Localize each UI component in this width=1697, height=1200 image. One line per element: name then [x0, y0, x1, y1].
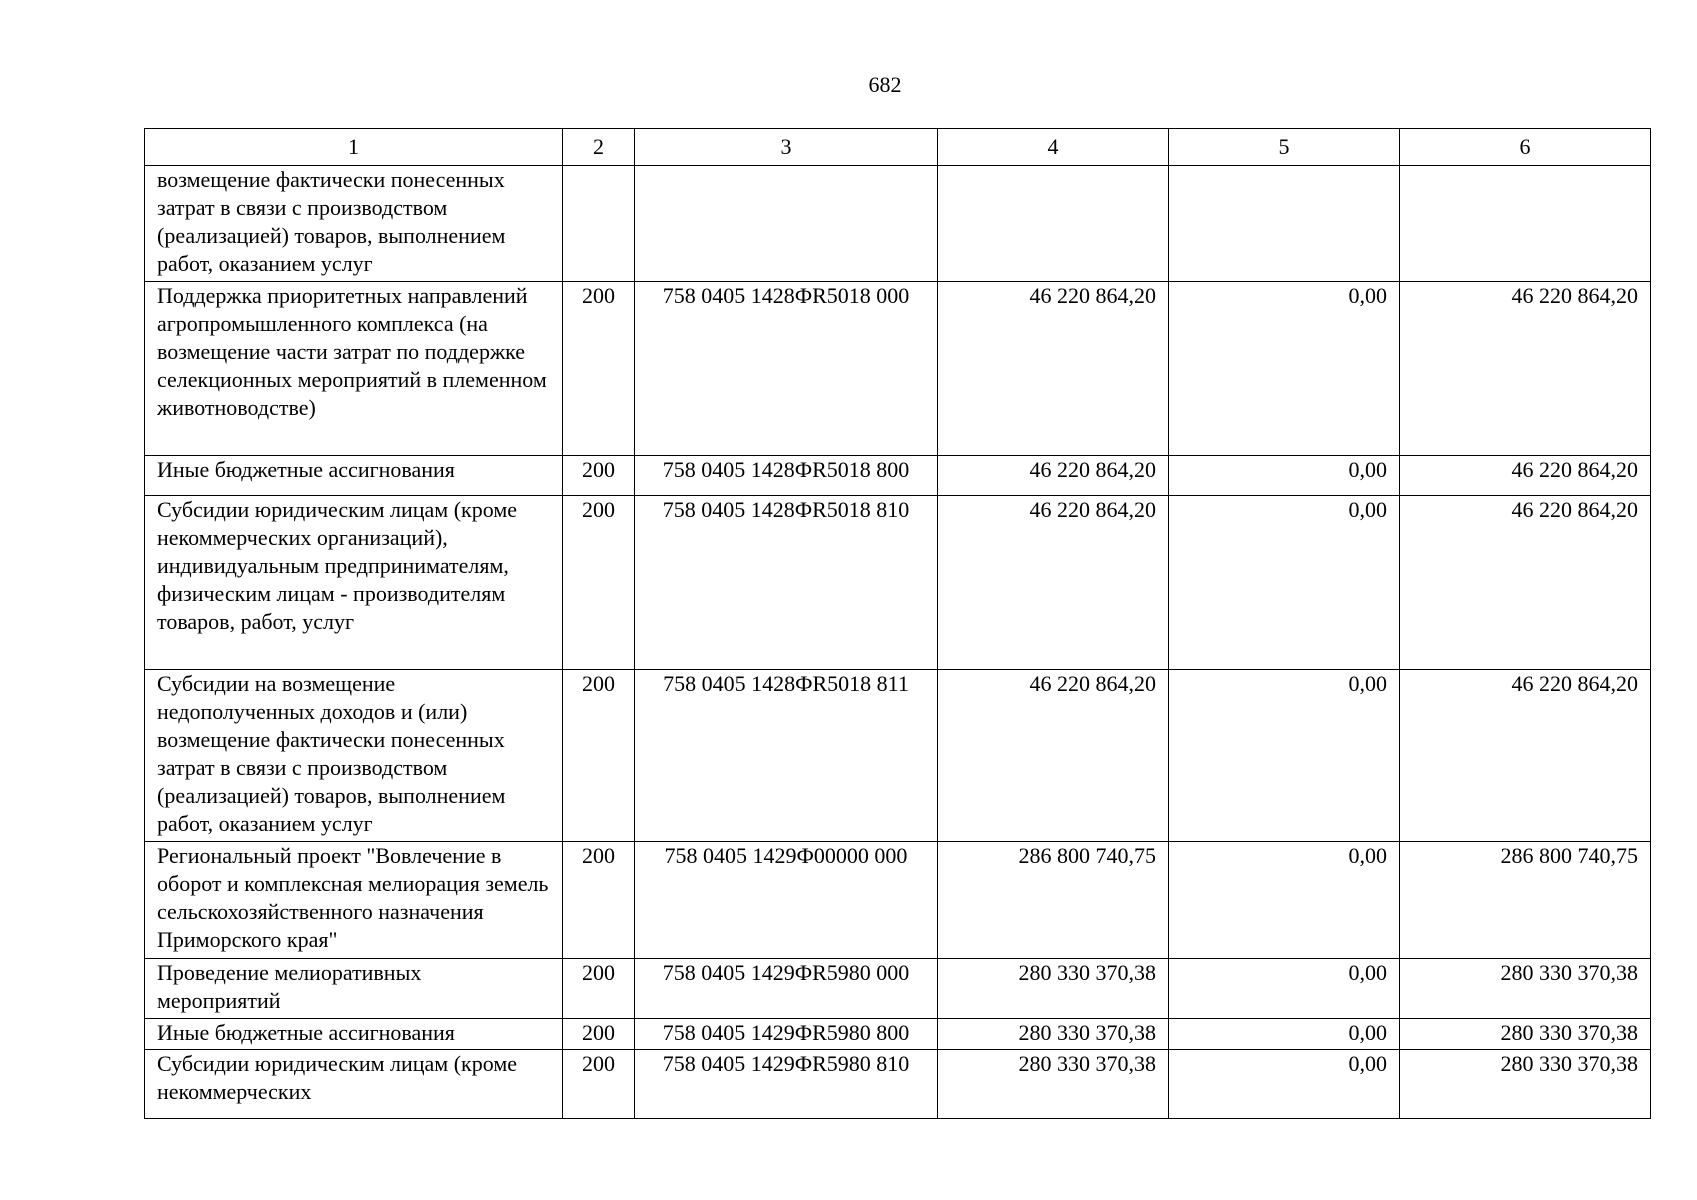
cell-col5: 0,00 [1169, 842, 1400, 959]
table-row [145, 282, 1651, 456]
cell-code: 200 [563, 1019, 635, 1050]
header-row [145, 129, 1651, 166]
cell-name: Региональный проект "Вовлечение в оборот и комплексная мелиорация земель сельскохозяйственного назначения Приморского края" [145, 842, 563, 959]
cell-col6: 46 220 864,20 [1400, 670, 1651, 842]
table-row [145, 842, 1651, 959]
cell-col6: 46 220 864,20 [1400, 496, 1651, 670]
cell-col5: 0,00 [1169, 1050, 1400, 1119]
cell-col4: 280 330 370,38 [938, 1019, 1169, 1050]
budget-table [144, 128, 1651, 1119]
header-col-1: 1 [145, 129, 563, 166]
table-row [145, 456, 1651, 496]
cell-col4: 286 800 740,75 [938, 842, 1169, 959]
cell-name: Субсидии юридическим лицам (кроме некоммерческих организаций), индивидуальным предпринимателям, физическим лицам - производителям товаров, работ, услуг [145, 496, 563, 670]
cell-name: Иные бюджетные ассигнования [145, 456, 563, 496]
header-col-2: 2 [563, 129, 635, 166]
cell-code: 200 [563, 670, 635, 842]
cell-name: Иные бюджетные ассигнования [145, 1019, 563, 1050]
cell-col4: 46 220 864,20 [938, 496, 1169, 670]
table-row [145, 1050, 1651, 1119]
cell-col5: 0,00 [1169, 496, 1400, 670]
cell-col4 [938, 166, 1169, 282]
table-row [145, 166, 1651, 282]
cell-name: Субсидии юридическим лицам (кроме некоммерческих [145, 1050, 563, 1119]
header-col-6: 6 [1400, 129, 1651, 166]
cell-col4: 280 330 370,38 [938, 959, 1169, 1019]
cell-classification [635, 166, 938, 282]
cell-col5: 0,00 [1169, 959, 1400, 1019]
cell-name: Проведение мелиоративных мероприятий [145, 959, 563, 1019]
cell-col4: 46 220 864,20 [938, 670, 1169, 842]
header-col-4: 4 [938, 129, 1169, 166]
cell-classification: 758 0405 1428ФR5018 810 [635, 496, 938, 670]
cell-col6: 280 330 370,38 [1400, 959, 1651, 1019]
cell-col6: 286 800 740,75 [1400, 842, 1651, 959]
cell-classification: 758 0405 1429ФR5980 000 [635, 959, 938, 1019]
cell-classification: 758 0405 1429Ф00000 000 [635, 842, 938, 959]
cell-code: 200 [563, 959, 635, 1019]
cell-code: 200 [563, 282, 635, 456]
cell-col6 [1400, 166, 1651, 282]
cell-col4: 46 220 864,20 [938, 456, 1169, 496]
cell-col4: 46 220 864,20 [938, 282, 1169, 456]
cell-col5: 0,00 [1169, 670, 1400, 842]
cell-col5: 0,00 [1169, 456, 1400, 496]
page-number: 682 [868, 72, 902, 97]
cell-classification: 758 0405 1428ФR5018 800 [635, 456, 938, 496]
cell-classification: 758 0405 1429ФR5980 810 [635, 1050, 938, 1119]
cell-classification: 758 0405 1428ФR5018 811 [635, 670, 938, 842]
cell-classification: 758 0405 1428ФR5018 000 [635, 282, 938, 456]
cell-col4: 280 330 370,38 [938, 1050, 1169, 1119]
cell-col6: 46 220 864,20 [1400, 456, 1651, 496]
cell-code: 200 [563, 842, 635, 959]
cell-code: 200 [563, 496, 635, 670]
header-col-5: 5 [1169, 129, 1400, 166]
cell-code: 200 [563, 1050, 635, 1119]
table-row [145, 670, 1651, 842]
cell-col5 [1169, 166, 1400, 282]
table-row [145, 959, 1651, 1019]
table-row [145, 496, 1651, 670]
cell-col5: 0,00 [1169, 282, 1400, 456]
header-col-3: 3 [635, 129, 938, 166]
cell-code [563, 166, 635, 282]
cell-col5: 0,00 [1169, 1019, 1400, 1050]
cell-col6: 46 220 864,20 [1400, 282, 1651, 456]
table-row [145, 1019, 1651, 1050]
cell-name: Поддержка приоритетных направлений агропромышленного комплекса (на возмещение части затрат по поддержке селекционных мероприятий в племенном животноводстве) [145, 282, 563, 456]
cell-classification: 758 0405 1429ФR5980 800 [635, 1019, 938, 1050]
cell-col6: 280 330 370,38 [1400, 1050, 1651, 1119]
cell-name: возмещение фактически понесенных затрат в связи с производством (реализацией) товаров, выполнением работ, оказанием услуг [145, 166, 563, 282]
cell-col6: 280 330 370,38 [1400, 1019, 1651, 1050]
cell-name: Субсидии на возмещение недополученных доходов и (или) возмещение фактически понесенных затрат в связи с производством (реализацией) товаров, выполнением работ, оказанием услуг [145, 670, 563, 842]
cell-code: 200 [563, 456, 635, 496]
